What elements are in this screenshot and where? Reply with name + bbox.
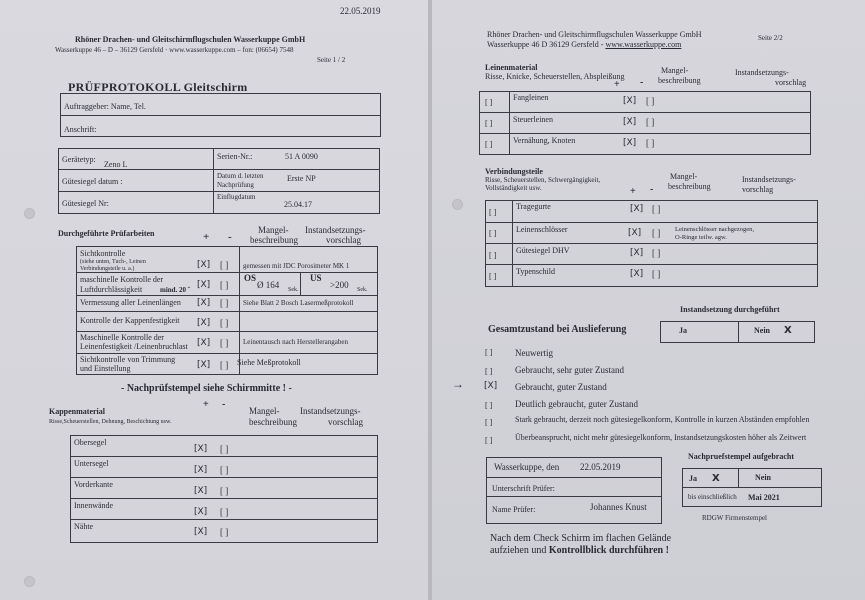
os-label: OS <box>244 273 257 283</box>
checkbox-minus[interactable]: [ ] <box>646 96 655 106</box>
row-checkbox[interactable]: [ ] <box>485 98 493 107</box>
page-number: Seite 1 / 2 <box>317 56 346 64</box>
repair-no-label: Nein <box>754 326 770 335</box>
check-row-label: Sichtkontrolle von Trimmung <box>80 355 176 364</box>
checkbox-minus[interactable]: [ ] <box>220 486 229 496</box>
checkbox-minus[interactable]: [ ] <box>220 465 229 475</box>
checkbox-plus[interactable]: [X] <box>197 318 211 328</box>
checkbox-minus[interactable]: [ ] <box>652 204 661 214</box>
page-title: PRÜFPROTOKOLL Gleitschirm <box>68 80 248 94</box>
checkbox-plus[interactable]: [X] <box>197 298 211 308</box>
checkbox-minus[interactable]: [ ] <box>646 117 655 127</box>
canopy-row-label: Nähte <box>74 522 94 531</box>
valid-until-label: bis einschließlich <box>688 493 737 501</box>
checkbox-plus[interactable]: [X] <box>194 507 208 517</box>
row-checkbox[interactable]: [ ] <box>489 229 497 238</box>
company-stamp-label: RDGW Firmenstempel <box>702 514 768 522</box>
connectors-row-label: Gütesiegel DHV <box>516 246 570 255</box>
check-row-label: Vermessung aller Leinenlängen <box>80 298 181 307</box>
os-value: Ø 164 <box>257 280 280 290</box>
stamp-yes-mark[interactable]: X <box>712 473 720 484</box>
row-checkbox[interactable]: [ ] <box>485 119 493 128</box>
canopy-row-label: Innenwände <box>74 501 114 510</box>
lines-repair-label-2: vorschlag <box>775 78 807 87</box>
stamp-yes-label: Ja <box>689 474 697 483</box>
connectors-minus: - <box>650 184 654 195</box>
lines-defect-label-1: Mangel- <box>661 66 689 75</box>
checkbox-plus[interactable]: [X] <box>194 527 208 537</box>
row-checkbox[interactable]: [ ] <box>485 140 493 149</box>
checks-repair-label-1: Instandsetzungs- <box>305 225 366 235</box>
repair-no-mark[interactable]: X <box>784 325 792 336</box>
condition-checkbox[interactable]: [ ] <box>485 418 493 427</box>
condition-label: Stark gebraucht, derzeit noch gütesiegelkonform, Kontrolle in kurzen Abständen empfohlen <box>515 415 810 424</box>
row-checkbox[interactable]: [ ] <box>489 208 497 217</box>
check-row-label: Sichtkontrolle <box>80 249 126 258</box>
checkbox-minus[interactable]: [ ] <box>220 260 229 270</box>
canopy-minus: - <box>222 399 226 410</box>
checkbox-plus[interactable]: [X] <box>197 280 211 290</box>
first-flight-value: 25.04.17 <box>284 200 312 209</box>
place-date-label: Wasserkuppe, den <box>494 462 560 472</box>
condition-checkbox[interactable]: [ ] <box>485 436 493 445</box>
checkbox-minus[interactable]: [ ] <box>220 298 229 308</box>
checkbox-plus[interactable]: [X] <box>197 260 211 270</box>
connectors-repair-label-1: Instandsetzungs- <box>742 175 796 184</box>
checks-repair-label-2: vorschlag <box>326 235 361 245</box>
connectors-repair-label-2: vorschlag <box>742 185 774 194</box>
page-2 <box>432 0 865 600</box>
check-row-label: Kontrolle der Kappenfestigkeit <box>80 316 180 325</box>
connectors-row-note: Leinenschlösser nachgezogen, <box>675 226 755 233</box>
lines-minus: - <box>640 77 644 88</box>
serial-value: 51 A 0090 <box>285 152 318 161</box>
checkbox-minus[interactable]: [ ] <box>220 280 229 290</box>
check-row-label: Maschinelle Kontrolle der <box>80 333 164 342</box>
place-date-value: 22.05.2019 <box>580 462 621 472</box>
us-unit: Sek. <box>357 287 368 293</box>
company-address: Wasserkuppe 46 D 36129 Gersfeld - www.wasserkuppe.com <box>487 40 682 49</box>
checks-defect-label-2: beschreibung <box>250 235 298 245</box>
checkbox-plus[interactable]: [X] <box>630 269 644 279</box>
checkbox-minus[interactable]: [ ] <box>220 507 229 517</box>
inspector-signature-label: Unterschrift Prüfer: <box>492 484 555 493</box>
canopy-repair-label-1: Instandsetzungs- <box>300 406 361 416</box>
footer-instruction-1: Nach dem Check Schirm im flachen Gelände <box>490 533 672 544</box>
website-link[interactable]: www.wasserkuppe.com <box>605 40 682 49</box>
valid-until-value: Mai 2021 <box>748 493 780 502</box>
check-row-sub: (siehe unten, Tuch-, Leinen <box>80 259 146 265</box>
checkbox-plus[interactable]: [X] <box>623 96 637 106</box>
checkbox-minus[interactable]: [ ] <box>220 318 229 328</box>
lines-repair-label-1: Instandsetzungs- <box>735 68 789 77</box>
condition-checkbox[interactable]: [X] <box>484 381 498 391</box>
check-row-note: Siehe Blatt 2 Bosch Lasermeßprotokoll <box>243 299 354 307</box>
checkbox-plus[interactable]: [X] <box>194 486 208 496</box>
checks-plus: + <box>203 231 210 243</box>
us-label: US <box>310 273 322 283</box>
lines-subtitle: Risse, Knicke, Scheuerstellen, Abspleißung <box>485 72 625 81</box>
footer-instruction-2: aufziehen und Kontrollblick durchführen ! <box>490 545 669 556</box>
check-row-label: und Einstellung <box>80 364 131 373</box>
page-number: Seite 2/2 <box>758 34 783 42</box>
condition-checkbox[interactable]: [ ] <box>485 348 493 357</box>
checkbox-plus[interactable]: [X] <box>628 228 642 238</box>
last-check-label-1: Datum d. letzten <box>217 172 264 180</box>
row-checkbox[interactable]: [ ] <box>489 272 497 281</box>
condition-label: Gebraucht, sehr guter Zustand <box>515 365 624 375</box>
device-type-label: Gerätetyp: <box>62 155 96 164</box>
condition-label: Gebraucht, guter Zustand <box>515 382 607 392</box>
company-name: Rhöner Drachen- und Gleitschirmflugschulen Wasserkuppe GmbH <box>487 30 702 39</box>
seal-date-label: Gütesiegel datum : <box>62 177 123 186</box>
connectors-defect-label-2: beschreibung <box>668 182 711 191</box>
canopy-title: Kappenmaterial <box>49 407 105 416</box>
selection-arrow: → <box>452 377 464 391</box>
inspector-name-value: Johannes Knust <box>590 502 647 512</box>
repair-done-title: Instandsetzung durchgeführt <box>680 305 780 314</box>
print-date: 22.05.2019 <box>340 6 381 16</box>
check-row-note: gemessen mit JDC Porosimeter MK 1 <box>243 262 350 270</box>
stamp-applied-title: Nachpruefstempel aufgebracht <box>688 452 794 461</box>
punch-hole <box>24 208 35 219</box>
canopy-subtitle: Risse,Scheuerstellen, Dehnung, Beschichtung usw. <box>49 419 172 425</box>
lines-row-label: Vernähung, Knoten <box>513 136 576 145</box>
inspector-name-label: Name Prüfer: <box>492 505 536 514</box>
last-check-label-2: Nachprüfung <box>217 181 254 189</box>
checkbox-plus[interactable]: [X] <box>630 248 644 258</box>
checks-minus: - <box>228 231 232 243</box>
canopy-defect-label-1: Mangel- <box>249 406 280 416</box>
checkbox-minus[interactable]: [ ] <box>646 138 655 148</box>
checkbox-minus[interactable]: [ ] <box>220 360 229 370</box>
repair-yes-label: Ja <box>679 326 687 335</box>
us-value: >200 <box>330 280 349 290</box>
condition-label: Deutlich gebraucht, guter Zustand <box>515 399 638 409</box>
connectors-plus: + <box>630 186 636 197</box>
last-check-value: Erste NP <box>287 174 316 183</box>
stamp-no-label: Nein <box>755 473 771 482</box>
first-flight-label: Einflugdatum <box>217 193 256 201</box>
checkbox-plus[interactable]: [X] <box>194 465 208 475</box>
row-checkbox[interactable]: [ ] <box>489 251 497 260</box>
canopy-plus: + <box>203 399 209 410</box>
canopy-row-label: Untersegel <box>74 459 109 468</box>
condition-checkbox[interactable]: [ ] <box>485 367 493 376</box>
connectors-subtitle-1: Risse, Scheuerstellen, Schwergängigkeit, <box>485 176 601 184</box>
checkbox-plus[interactable]: [X] <box>623 117 637 127</box>
seal-number-label: Gütesiegel Nr: <box>62 199 109 208</box>
condition-checkbox[interactable]: [ ] <box>485 401 493 410</box>
canopy-repair-label-2: vorschlag <box>328 417 363 427</box>
canopy-row-label: Obersegel <box>74 438 107 447</box>
checkbox-minus[interactable]: [ ] <box>220 527 229 537</box>
punch-hole <box>452 199 463 210</box>
check-row-min: mind. 20 ˝ <box>160 286 191 294</box>
lines-plus: + <box>614 79 620 90</box>
connectors-row-label: Typenschild <box>516 267 555 276</box>
checkbox-plus[interactable]: [X] <box>197 360 211 370</box>
check-row-note: Siehe Meßprotokoll <box>237 358 301 367</box>
device-type-value: Zeno L <box>104 160 128 169</box>
check-row-label: Leinenfestigkeit /Leinenbruchlast <box>80 342 188 351</box>
os-unit: Sek. <box>288 287 299 293</box>
connectors-defect-label-1: Mangel- <box>670 172 698 181</box>
serial-label: Serien-Nr.: <box>217 152 253 161</box>
condition-label: Überbeansprucht, nicht mehr gütesiegelkonform, Instandsetzungskosten höher als Zeitwert <box>515 433 807 442</box>
checkbox-plus[interactable]: [X] <box>630 204 644 214</box>
check-row-label: maschinelle Kontrolle der <box>80 275 164 284</box>
punch-hole <box>24 576 35 587</box>
checks-title: Durchgeführte Prüfarbeiten <box>58 229 155 238</box>
connectors-row-label: Tragegurte <box>516 202 551 211</box>
connectors-row-note: O-Ringe teilw. agw. <box>675 234 727 241</box>
checkbox-minus[interactable]: [ ] <box>652 269 661 279</box>
checkbox-plus[interactable]: [X] <box>197 338 211 348</box>
connectors-row-label: Leinenschlösser <box>516 225 568 234</box>
canopy-defect-label-2: beschreibung <box>249 417 297 427</box>
checkbox-plus[interactable]: [X] <box>194 444 208 454</box>
lines-row-label: Steuerleinen <box>513 115 553 124</box>
check-row-note: Leinentausch nach Herstellerangaben <box>243 338 348 346</box>
checks-defect-label-1: Mangel- <box>258 225 289 235</box>
check-row-sub: Verbindungsteile u. a.) <box>80 266 135 272</box>
canopy-row-label: Vorderkante <box>74 480 113 489</box>
connectors-subtitle-2: Vollständigkeit usw. <box>485 184 542 192</box>
checkbox-plus[interactable]: [X] <box>623 138 637 148</box>
checkbox-minus[interactable]: [ ] <box>652 248 661 258</box>
lines-defect-label-2: beschreibung <box>658 76 701 85</box>
checkbox-minus[interactable]: [ ] <box>220 444 229 454</box>
checkbox-minus[interactable]: [ ] <box>652 228 661 238</box>
condition-label: Neuwertig <box>515 348 553 358</box>
company-name: Rhöner Drachen- und Gleitschirmflugschulen Wasserkuppe GmbH <box>75 35 306 44</box>
lines-row-label: Fangleinen <box>513 93 549 102</box>
page-1 <box>0 0 428 600</box>
client-name-label: Auftraggeber: Name, Tel. <box>64 102 146 111</box>
overall-title: Gesamtzustand bei Auslieferung <box>488 324 627 335</box>
checkbox-minus[interactable]: [ ] <box>220 338 229 348</box>
company-address: Wasserkuppe 46 – D – 36129 Gersfeld · www.wasserkuppe.com – fon: (06654) 7548 <box>55 46 294 54</box>
stamp-note: - Nachprüfstempel siehe Schirmmitte ! - <box>121 383 292 394</box>
lines-title: Leinenmaterial <box>485 63 538 72</box>
check-row-label: Luftdurchlässigkeit <box>80 285 143 294</box>
client-address-label: Anschrift: <box>64 125 97 134</box>
connectors-title: Verbindungsteile <box>485 167 543 176</box>
